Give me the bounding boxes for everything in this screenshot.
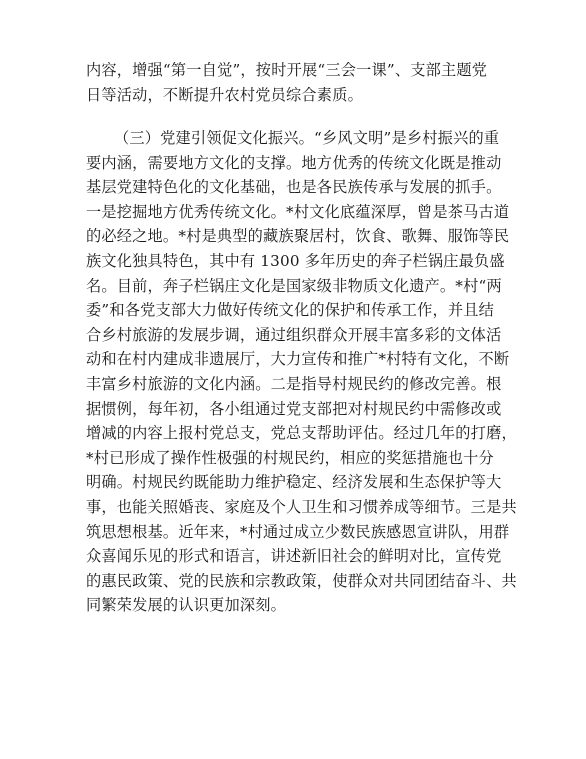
paragraph-2 [86, 126, 517, 618]
paragraph-line: 同繁荣发展的认识更加深刻。 [86, 596, 287, 615]
paragraph-line: 明确。村规民约既能助力维护稳定、经济发展和生态保护等大 [86, 473, 502, 492]
paragraph-line: 一是挖掘地方优秀传统文化。*村文化底蕴深厚，曾是茶马古道 [86, 202, 510, 221]
paragraph-line: 日等活动，不断提升农村党员综合素质。 [86, 85, 363, 104]
paragraph-line: *村已形成了操作性极强的村规民约，相应的奖惩措施也十分 [86, 448, 494, 467]
paragraph-line: 名。目前，奔子栏锅庄文化是国家级非物质文化遗产。*村“两 [86, 276, 502, 295]
paragraph-line: 动和在村内建成非遗展厅，大力宣传和推广*村特有文化，不断 [86, 350, 510, 369]
paragraph-line: 族文化独具特色，其中有 1300 多年历史的奔子栏锅庄最负盛 [86, 251, 505, 270]
paragraph-line: 的必经之地。*村是典型的藏族聚居村，饮食、歌舞、服饰等民 [86, 227, 510, 246]
paragraph-line: 筑思想根基。近年来，*村通过成立少数民族感恩宣讲队，用群 [86, 522, 510, 541]
paragraph-line: 的惠民政策、党的民族和宗教政策，使群众对共同团结奋斗、共 [86, 571, 517, 590]
paragraph-line: 内容，增强“第一自觉”，按时开展“三会一课”、支部主题党 [86, 61, 488, 79]
paragraph-line: 据惯例，每年初，各小组通过党支部把对村规民约中需修改或 [86, 399, 502, 418]
paragraph-line: 事，也能关照婚丧、家庭及个人卫生和习惯养成等细节。三是共 [86, 497, 517, 516]
paragraph-line: 众喜闻乐见的形式和语言，讲述新旧社会的鲜明对比，宣传党 [86, 547, 502, 566]
paragraph-1 [86, 58, 500, 107]
paragraph-line: 要内涵，需要地方文化的支撑。地方优秀的传统文化既是推动 [86, 153, 502, 172]
paragraph-line: 增减的内容上报村党总支，党总支帮助评估。经过几年的打磨， [86, 424, 517, 443]
paragraph-line: 合乡村旅游的发展步调，通过组织群众开展丰富多彩的文体活 [86, 325, 502, 344]
paragraph-line: （三）党建引领促文化振兴。“乡风文明”是乡村振兴的重 [114, 129, 500, 147]
paragraph-line: 委”和各党支部大力做好传统文化的保护和传承工作，并且结 [86, 301, 495, 320]
paragraph-line: 丰富乡村旅游的文化内涵。二是指导村规民约的修改完善。根 [86, 374, 502, 393]
paragraph-line: 基层党建特色化的文化基础，也是各民族传承与发展的抓手。 [86, 178, 502, 197]
